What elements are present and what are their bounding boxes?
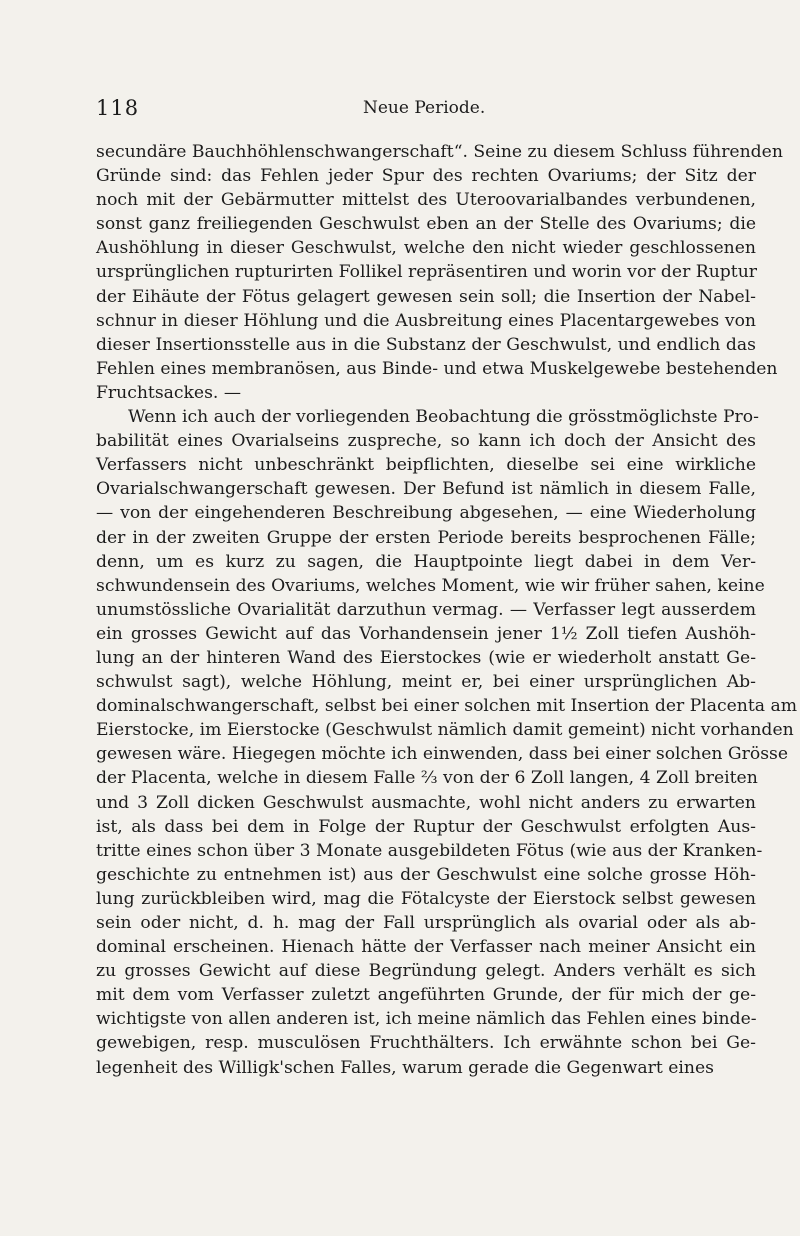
body-text bbox=[96, 140, 798, 1080]
page-number: 118 bbox=[96, 96, 140, 120]
text-line: schwundensein des Ovariums, welches Moment, wie wir früher sahen, keine bbox=[96, 575, 765, 596]
text-line: der Placenta, welche in diesem Falle ⅔ von der 6 Zoll langen, 4 Zoll breiten bbox=[96, 768, 758, 789]
text-line: tritte eines schon über 3 Monate ausgebildeten Fötus (wie aus der Kranken- bbox=[96, 840, 763, 861]
text-line: und 3 Zoll dicken Geschwulst ausmachte, wohl nicht anders zu erwarten bbox=[96, 792, 756, 813]
text-line: ist, als dass bei dem in Folge der Ruptur der Geschwulst erfolgten Aus- bbox=[96, 816, 756, 837]
text-line: sein oder nicht, d. h. mag der Fall ursprünglich als ovarial oder als ab- bbox=[96, 913, 756, 933]
text-line: ein grosses Gewicht auf das Vorhandensein jener 1½ Zoll tiefen Aushöh- bbox=[96, 623, 756, 644]
text-line: der Eihäute der Fötus gelagert gewesen sein soll; die Insertion der Nabel- bbox=[96, 286, 756, 307]
text-line: schnur in dieser Höhlung und die Ausbreitung eines Placentargewebes von bbox=[96, 310, 756, 331]
text-line: babilität eines Ovarialseins zuspreche, so kann ich doch der Ansicht des bbox=[96, 431, 756, 452]
text-line: Gründe sind: das Fehlen jeder Spur des rechten Ovariums; der Sitz der bbox=[96, 166, 756, 187]
text-line: ursprünglichen rupturirten Follikel repräsentiren und worin vor der Ruptur bbox=[96, 262, 757, 283]
text-line: legenheit des Willigk'schen Falles, warum gerade die Gegenwart eines bbox=[96, 1057, 714, 1078]
text-line: mit dem vom Verfasser zuletzt angeführten Grunde, der für mich der ge- bbox=[96, 985, 756, 1006]
text-line: zu grosses Gewicht auf diese Begründung gelegt. Anders verhält es sich bbox=[96, 961, 756, 982]
text-line: lung zurückbleiben wird, mag die Fötalcyste der Eierstock selbst gewesen bbox=[96, 888, 756, 909]
text-line: dominalschwangerschaft, selbst bei einer solchen mit Insertion der Placenta am bbox=[96, 696, 798, 717]
text-line: denn, um es kurz zu sagen, die Hauptpointe liegt dabei in dem Ver- bbox=[96, 551, 756, 572]
text-line: Fehlen eines membranösen, aus Binde- und etwa Muskelgewebe bestehenden bbox=[96, 358, 778, 379]
text-line: dominal erscheinen. Hienach hätte der Verfasser nach meiner Ansicht ein bbox=[96, 937, 756, 958]
text-line: gewesen wäre. Hiegegen möchte ich einwenden, dass bei einer solchen Grösse bbox=[96, 744, 789, 765]
text-line: gewebigen, resp. musculösen Fruchthälters. Ich erwähnte schon bei Ge- bbox=[96, 1033, 756, 1054]
running-head bbox=[96, 96, 756, 124]
text-line: secundäre Bauchhöhlenschwangerschaft“. Seine zu diesem Schluss führenden bbox=[96, 142, 783, 162]
text-line: lung an der hinteren Wand des Eierstockes (wie er wiederholt anstatt Ge- bbox=[96, 647, 756, 668]
text-line: Ovarialschwangerschaft gewesen. Der Befund ist nämlich in diesem Falle, bbox=[96, 479, 756, 500]
text-line: unumstössliche Ovarialität darzuthun vermag. — Verfasser legt ausserdem bbox=[96, 599, 756, 620]
running-title: Neue Periode. bbox=[363, 98, 486, 118]
text-line: schwulst sagt), welche Höhlung, meint er, bei einer ursprünglichen Ab- bbox=[96, 672, 756, 693]
text-line: dieser Insertionsstelle aus in die Substanz der Geschwulst, und endlich das bbox=[96, 334, 756, 355]
text-line: Aushöhlung in dieser Geschwulst, welche den nicht wieder geschlossenen bbox=[96, 238, 756, 259]
text-line: geschichte zu entnehmen ist) aus der Geschwulst eine solche grosse Höh- bbox=[96, 864, 756, 885]
text-line: — von der eingehenderen Beschreibung abgesehen, — eine Wiederholung bbox=[96, 503, 756, 524]
text-line: noch mit der Gebärmutter mittelst des Uteroovarialbandes verbundenen, bbox=[96, 190, 756, 211]
text-line: Eierstocke, im Eierstocke (Geschwulst nämlich damit gemeint) nicht vorhanden bbox=[96, 720, 794, 741]
text-line: sonst ganz freiliegenden Geschwulst eben an der Stelle des Ovariums; die bbox=[96, 214, 756, 235]
text-line: Wenn ich auch der vorliegenden Beobachtung die grösstmöglichste Pro- bbox=[128, 407, 759, 428]
text-line: wichtigste von allen anderen ist, ich meine nämlich das Fehlen eines binde- bbox=[96, 1009, 757, 1030]
text-line: Verfassers nicht unbeschränkt beipflichten, dieselbe sei eine wirkliche bbox=[96, 455, 756, 476]
text-line: der in der zweiten Gruppe der ersten Periode bereits besprochenen Fälle; bbox=[96, 527, 756, 548]
text-line: Fruchtsackes. — bbox=[96, 382, 242, 403]
